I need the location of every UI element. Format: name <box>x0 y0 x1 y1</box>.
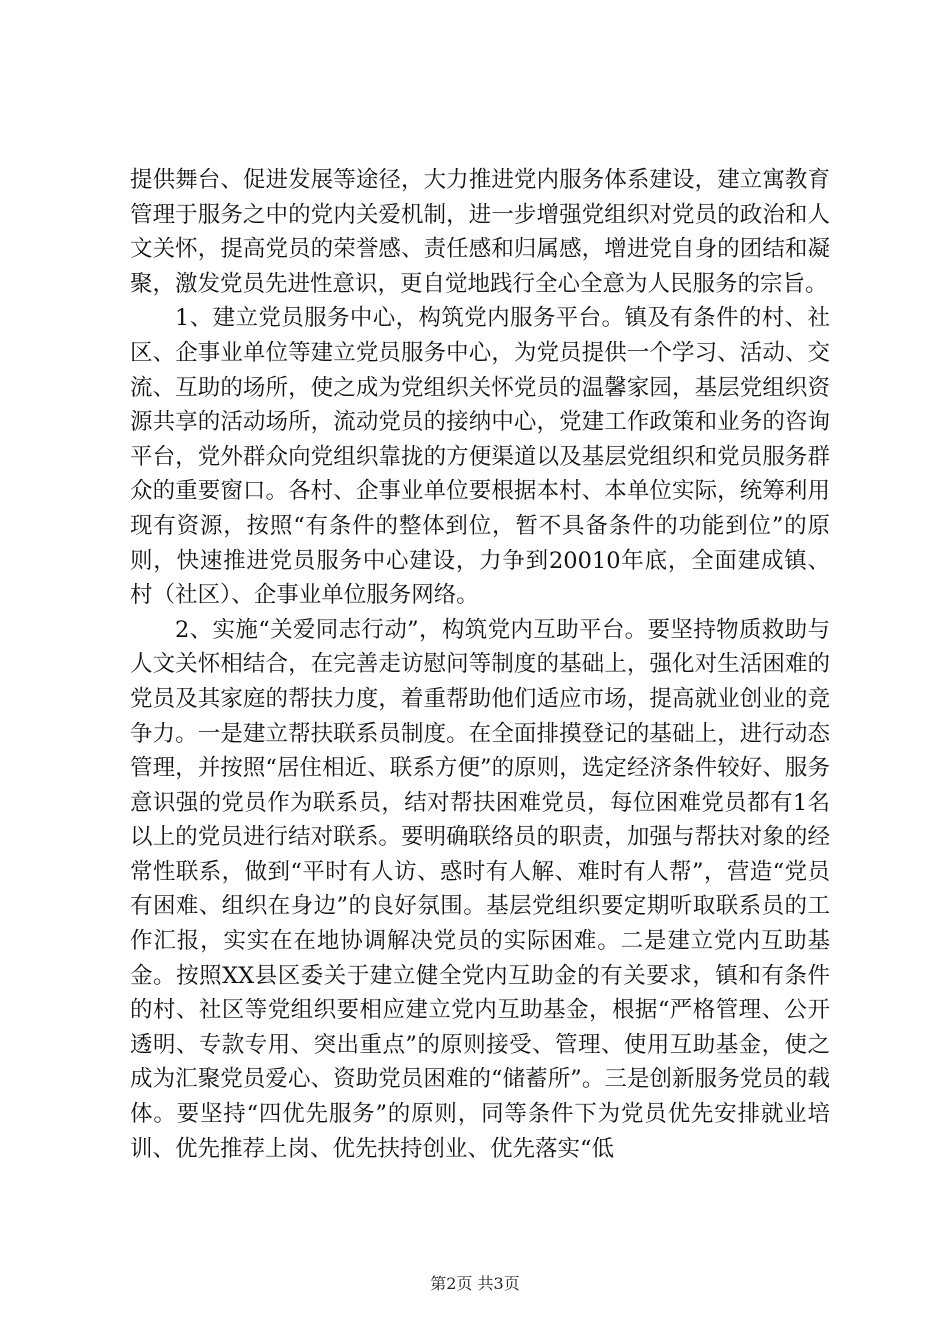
page-footer: 第2页 共3页 <box>430 1274 520 1293</box>
paragraph-2: 1、建立党员服务中心，构筑党内服务平台。镇及有条件的村、社区、企事业单位等建立党员服务中心，为党员提供一个学习、活动、交流、互助的场所，使之成为党组织关怀党员的温馨家园，基层党组织资源共享的活动场所，流动党员的接纳中心，党建工作政策和业务的咨询平台，党外群众向党组织靠拢的方便渠道以及基层党组织和党员服务群众的重要窗口。各村、企事业单位要根据本村、本单位实际，统筹利用现有资源，按照“有条件的整体到位，暂不具备条件的功能到位”的原则，快速推进党员服务中心建设，力争到20010年底，全面建成镇、村（社区）、企事业单位服务网络。 <box>130 305 830 609</box>
paragraph-3: 2、实施“关爱同志行动”，构筑党内互助平台。要坚持物质救助与人文关怀相结合，在完善走访慰问等制度的基础上，强化对生活困难的党员及其家庭的帮扶力度，着重帮助他们适应市场，提高就业创业的竞争力。一是建立帮扶联系员制度。在全面排摸登记的基础上，进行动态管理，并按照“居住相近、联系方便”的原则，选定经济条件较好、服务意识强的党员作为联系员，结对帮扶困难党员，每位困难党员都有1名以上的党员进行结对联系。要明确联络员的职责，加强与帮扶对象的经常性联系，做到“平时有人访、惑时有人解、难时有人帮”，营造“党员有困难、组织在身边”的良好氛围。基层党组织要定期听取联系员的工作汇报，实实在在地协调解决党员的实际困难。二是建立党内互助基金。按照XX县区委关于建立健全党内互助金的有关要求，镇和有条件的村、社区等党组织要相应建立党内互助基金，根据“严格管理、公开透明、专款专用、突出重点”的原则接受、管理、使用互助基金，使之成为汇聚党员爱心、资助党员困难的“储蓄所”。三是创新服务党员的载体。要坚持“四优先服务”的原则，同等条件下为党员优先安排就业培训、优先推荐上岗、优先扶持创业、优先落实“低 <box>130 616 830 1162</box>
document-body <box>130 163 830 1166</box>
paragraph-1: 提供舞台、促进发展等途径，大力推进党内服务体系建设，建立寓教育管理于服务之中的党内关爱机制，进一步增强党组织对党员的政治和人文关怀，提高党员的荣誉感、责任感和归属感，增进党自身的团结和凝聚，激发党员先进性意识，更自觉地践行全心全意为人民服务的宗旨。 <box>130 167 830 297</box>
